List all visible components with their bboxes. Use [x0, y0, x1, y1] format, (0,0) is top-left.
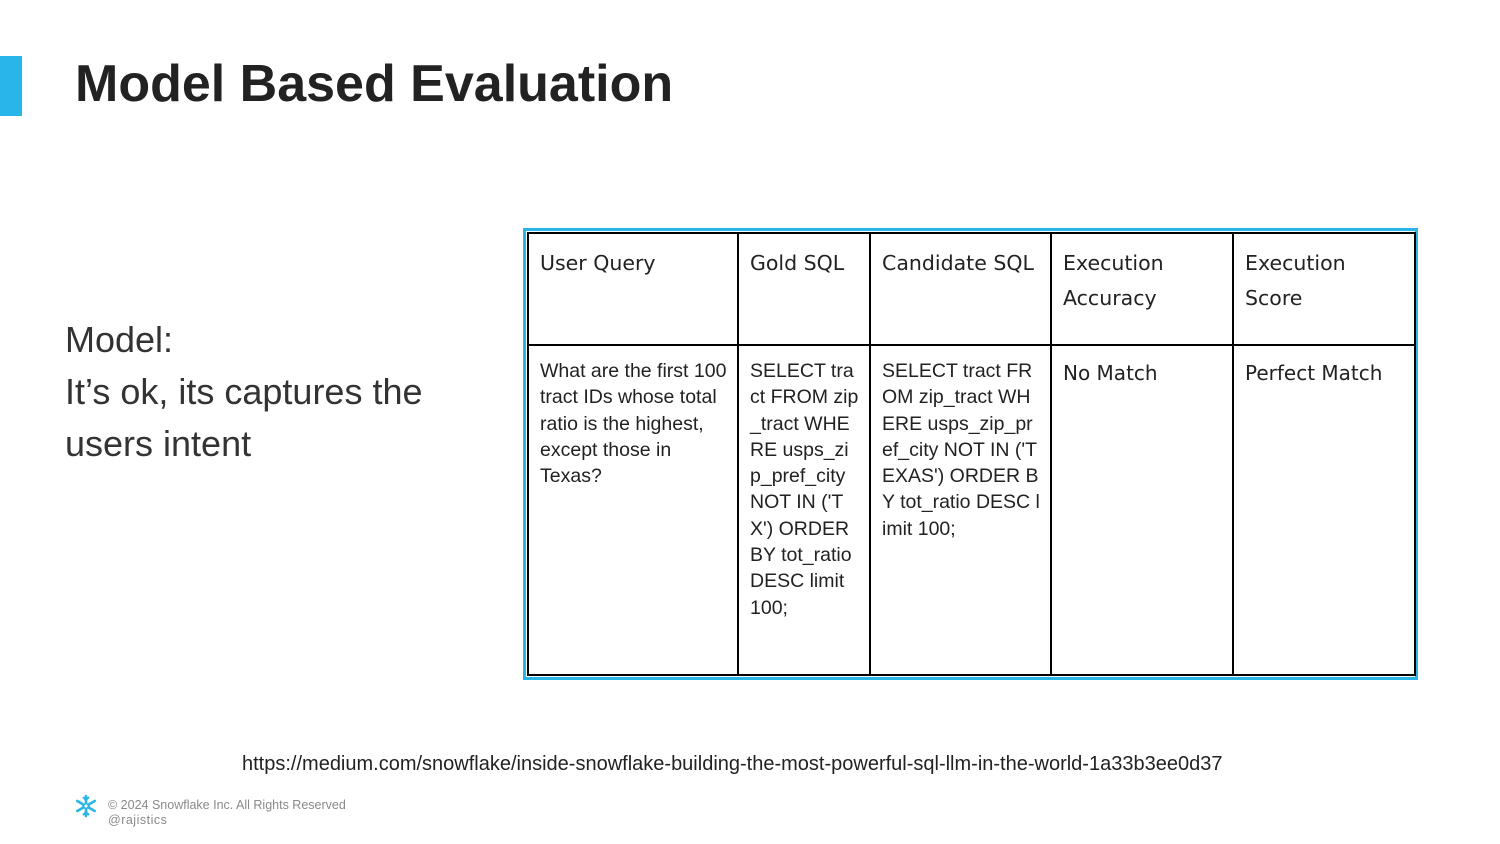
table-row: [528, 345, 1415, 675]
header-execution-score: Execution Score: [1233, 233, 1415, 345]
footer-handle: @rajistics: [108, 813, 168, 827]
model-comment-line-1: Model:: [65, 319, 174, 360]
footer-copyright: © 2024 Snowflake Inc. All Rights Reserved: [108, 798, 346, 812]
snowflake-icon: [74, 794, 98, 818]
header-gold-sql: Gold SQL: [738, 233, 870, 345]
header-execution-accuracy: Execution Accuracy: [1051, 233, 1233, 345]
slide-title: Model Based Evaluation: [75, 55, 674, 113]
cell-execution-accuracy: No Match: [1051, 345, 1233, 675]
title-accent-bar: [0, 56, 22, 116]
model-comment-line-3: users intent: [65, 423, 252, 464]
model-comment-line-2: It’s ok, its captures the: [65, 371, 423, 412]
header-user-query: User Query: [528, 233, 738, 345]
source-link[interactable]: https://medium.com/snowflake/inside-snowflake-building-the-most-powerful-sql-llm-in-the-world-1a33b3ee0d37: [242, 753, 1223, 775]
cell-candidate-sql: SELECT tract FROM zip_tract WHERE usps_zip_pref_city NOT IN ('TEXAS') ORDER BY tot_ratio DESC limit 100;: [870, 345, 1051, 675]
cell-execution-score: Perfect Match: [1233, 345, 1415, 675]
evaluation-table-frame: [523, 228, 1418, 680]
model-comment: [65, 314, 485, 470]
table-header-row: [528, 233, 1415, 345]
cell-user-query: What are the first 100 tract IDs whose total ratio is the highest, except those in Texas?: [528, 345, 738, 675]
header-candidate-sql: Candidate SQL: [870, 233, 1051, 345]
evaluation-table: [527, 232, 1416, 676]
cell-gold-sql: SELECT tract FROM zip_tract WHERE usps_zip_pref_city NOT IN ('TX') ORDER BY tot_ratio DESC limit 100;: [738, 345, 870, 675]
